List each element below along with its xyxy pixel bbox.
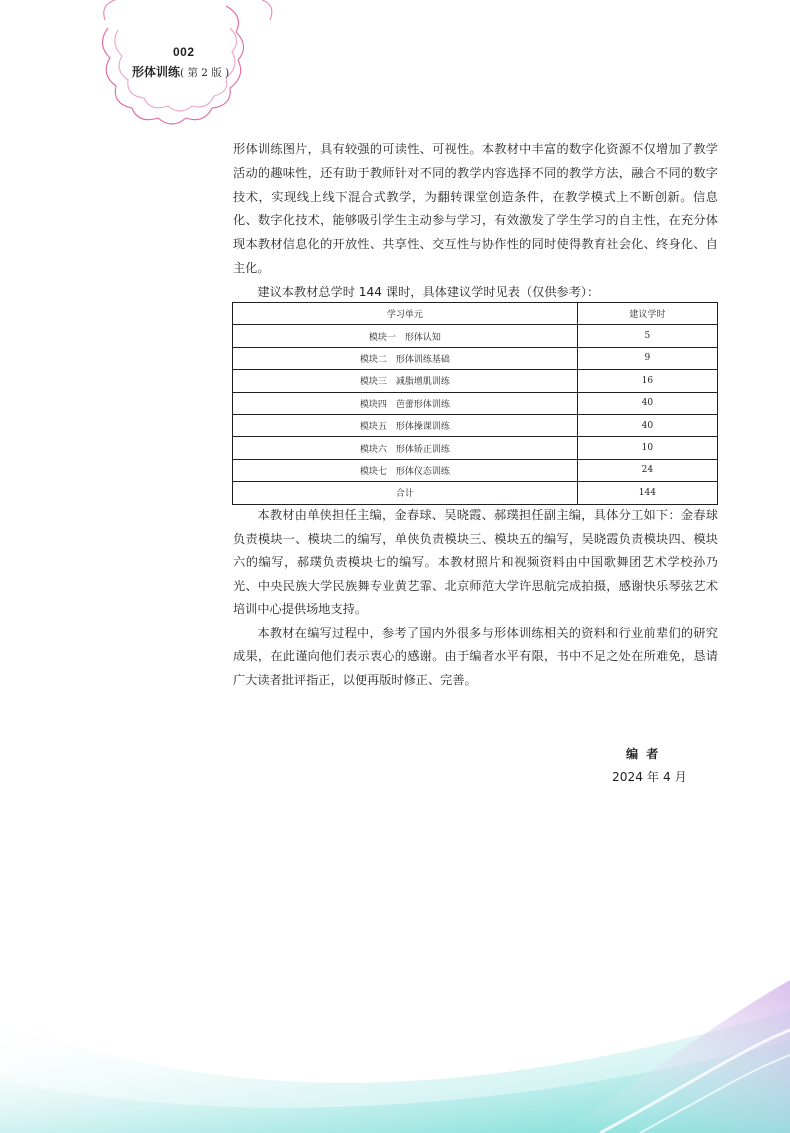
unit-cell: 模块五 形体操课训练: [233, 414, 578, 436]
closing-section: [233, 504, 718, 692]
hours-cell: 16: [577, 370, 717, 392]
table-row: [233, 347, 718, 369]
unit-cell: 模块三 减脂增肌训练: [233, 370, 578, 392]
hours-cell: 5: [577, 325, 717, 347]
table-row: [233, 370, 718, 392]
edition-label: ( 第 2 版 ): [180, 67, 230, 79]
unit-cell: 模块六 形体矫正训练: [233, 437, 578, 459]
study-hours-table: [232, 302, 718, 505]
header-hours: 建议学时: [577, 303, 717, 325]
hours-cell: 40: [577, 414, 717, 436]
header-unit: 学习单元: [233, 303, 578, 325]
editor-signature: 编者: [626, 747, 667, 761]
unit-cell: 模块四 芭蕾形体训练: [233, 392, 578, 414]
unit-cell: 模块七 形体仪态训练: [233, 459, 578, 481]
signature-date: 2024 年 4 月: [612, 770, 687, 784]
running-header: [132, 63, 229, 80]
table-row: [233, 437, 718, 459]
intro-section: [233, 138, 718, 305]
table-row: [233, 414, 718, 436]
book-title: 形体训练: [132, 65, 181, 79]
unit-cell: 模块一 形体认知: [233, 325, 578, 347]
table-total-row: [233, 482, 718, 504]
bottom-wave-decoration: [0, 960, 790, 1133]
page-number: 002: [173, 45, 195, 59]
intro-paragraph: 形体训练图片，具有较强的可读性、可视性。本教材中丰富的数字化资源不仅增加了教学活动的趣味性，还有助于教师针对不同的教学内容选择不同的教学方法，融合不同的数字技术，实现线上线下混合式教学，为翻转课堂创造条件，在教学模式上不断创新。信息化、数字化技术，能够吸引学生主动参与学习，有效激发了学生学习的自主性，在充分体现本教材信息化的开放性、共享性、交互性与协作性的同时使得教育社会化、终身化、自主化。: [233, 142, 718, 275]
hours-cell: 10: [577, 437, 717, 459]
hours-cell: 9: [577, 347, 717, 369]
hours-intro: 建议本教材总学时 144 课时，具体建议学时见表（仅供参考）：: [257, 284, 600, 299]
table-row: [233, 459, 718, 481]
authors-paragraph: 本教材由单侠担任主编，金春球、吴晓霞、郝璞担任副主编，具体分工如下：金春球负责模块一、模块二的编写，单侠负责模块三、模块五的编写，吴晓霞负责模块四、模块六的编写，郝璞负责模块七的编写。本教材照片和视频资料由中国歌舞团艺术学校孙乃光、中央民族大学民族舞专业黄艺霏、北京师范大学许思航完成拍摄，感谢快乐琴弦艺术培训中心提供场地支持。: [233, 508, 718, 616]
table-row: [233, 392, 718, 414]
unit-cell: 模块二 形体训练基础: [233, 347, 578, 369]
table-row: [233, 325, 718, 347]
thanks-paragraph: 本教材在编写过程中，参考了国内外很多与形体训练相关的资料和行业前辈们的研究成果，在此谨向他们表示衷心的感谢。由于编者水平有限，书中不足之处在所难免，恳请广大读者批评指正，以便再版时修正、完善。: [233, 625, 718, 687]
total-label-cell: 合计: [233, 482, 578, 504]
total-hours-cell: 144: [577, 482, 717, 504]
table-header-row: [233, 303, 718, 325]
hours-cell: 24: [577, 459, 717, 481]
hours-cell: 40: [577, 392, 717, 414]
